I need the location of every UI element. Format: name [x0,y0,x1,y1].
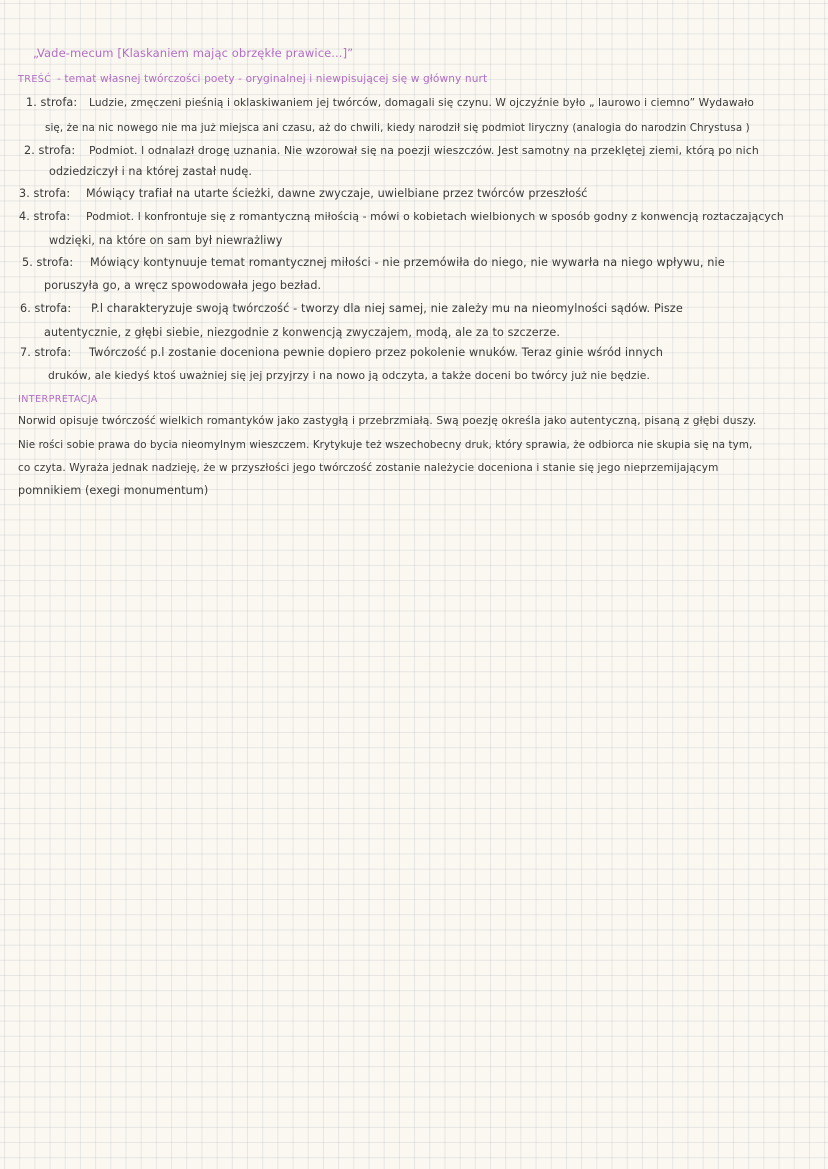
strophe-3-line-1: Mówiący trafiał na utarte ścieżki, dawne zwyczaje, uwielbiane przez twórców przeszłość [86,187,588,200]
strophe-5-label: 5. strofa: [22,256,74,269]
strophe-2-line-1: Podmiot. l odnalazł drogę uznania. Nie wzorował się na poezji wieszczów. Jest samotny na przeklętej ziemi, którą po nich [89,144,759,157]
interpretacja-line-4: pomnikiem (exegi monumentum) [18,484,209,497]
interpretacja-line-2: Nie rości sobie prawa do bycia nieomylnym wieszczem. Krytykuje też wszechobecny druk, który sprawia, że odbiorca nie skupia się na tym, [18,439,753,451]
strophe-6-line-1: P.l charakteryzuje swoją twórczość - tworzy dla niej samej, nie zależy mu na nieomylności sądów. Pisze [91,302,683,315]
strophe-1-line-1: Ludzie, zmęczeni pieśnią i oklaskiwaniem jej twórców, domagali się czynu. W ojczyźnie było „ laurowo i ciemno” Wydawało [89,97,754,109]
strophe-7-label: 7. strofa: [20,346,72,359]
strophe-6-line-2: autentycznie, z głębi siebie, niezgodnie z konwencją zwyczajem, modą, ale za to szczerze. [44,326,561,339]
strophe-4-line-2: wdzięki, na które on sam był niewrażliwy [49,234,283,247]
strophe-5-line-2: poruszyła go, a wręcz spowodowała jego bezład. [44,279,322,292]
tresc-subtitle: - temat własnej twórczości poety - oryginalnej i niewpisującej się w główny nurt [57,73,488,85]
strophe-1-line-2: się, że na nic nowego nie ma już miejsca ani czasu, aż do chwili, kiedy narodził się podmiot liryczny (analogia do narodzin Chrystusa ) [45,122,750,134]
strophe-2-label: 2. strofa: [24,144,76,157]
page-title: „Vade-mecum [Klaskaniem mając obrzękłe prawice...]” [33,46,354,60]
tresc-heading: TREŚĆ [18,74,52,85]
strophe-2-line-2: odziedziczył i na której zastał nudę. [49,165,253,178]
strophe-4-line-1: Podmiot. l konfrontuje się z romantyczną miłością - mówi o kobietach wielbionych w sposób godny z konwencją roztaczających [86,210,784,223]
strophe-1-label: 1. strofa: [26,96,78,109]
interpretacja-line-3: co czyta. Wyraża jednak nadzieję, że w przyszłości jego twórczość zostanie należycie doceniona i stanie się jego nieprzemijającym [18,462,719,474]
strophe-6-label: 6. strofa: [20,302,72,315]
strophe-7-line-1: Twórczość p.l zostanie doceniona pewnie dopiero przez pokolenie wnuków. Teraz ginie wśród innych [89,346,664,359]
interpretacja-line-1: Norwid opisuje twórczość wielkich romantyków jako zastygłą i przebrzmiałą. Swą poezję określa jako autentyczną, pisaną z głębi duszy. [18,414,757,427]
interpretacja-heading: INTERPRETACJA [18,394,98,405]
strophe-4-label: 4. strofa: [19,210,71,223]
strophe-7-line-2: druków, ale kiedyś ktoś uważniej się jej przyjrzy i na nowo ją odczyta, a także doceni bo twórcy już nie będzie. [48,369,650,382]
strophe-5-line-1: Mówiący kontynuuje temat romantycznej miłości - nie przemówiła do niego, nie wywarła na niego wpływu, nie [90,256,725,269]
strophe-3-label: 3. strofa: [19,187,71,200]
